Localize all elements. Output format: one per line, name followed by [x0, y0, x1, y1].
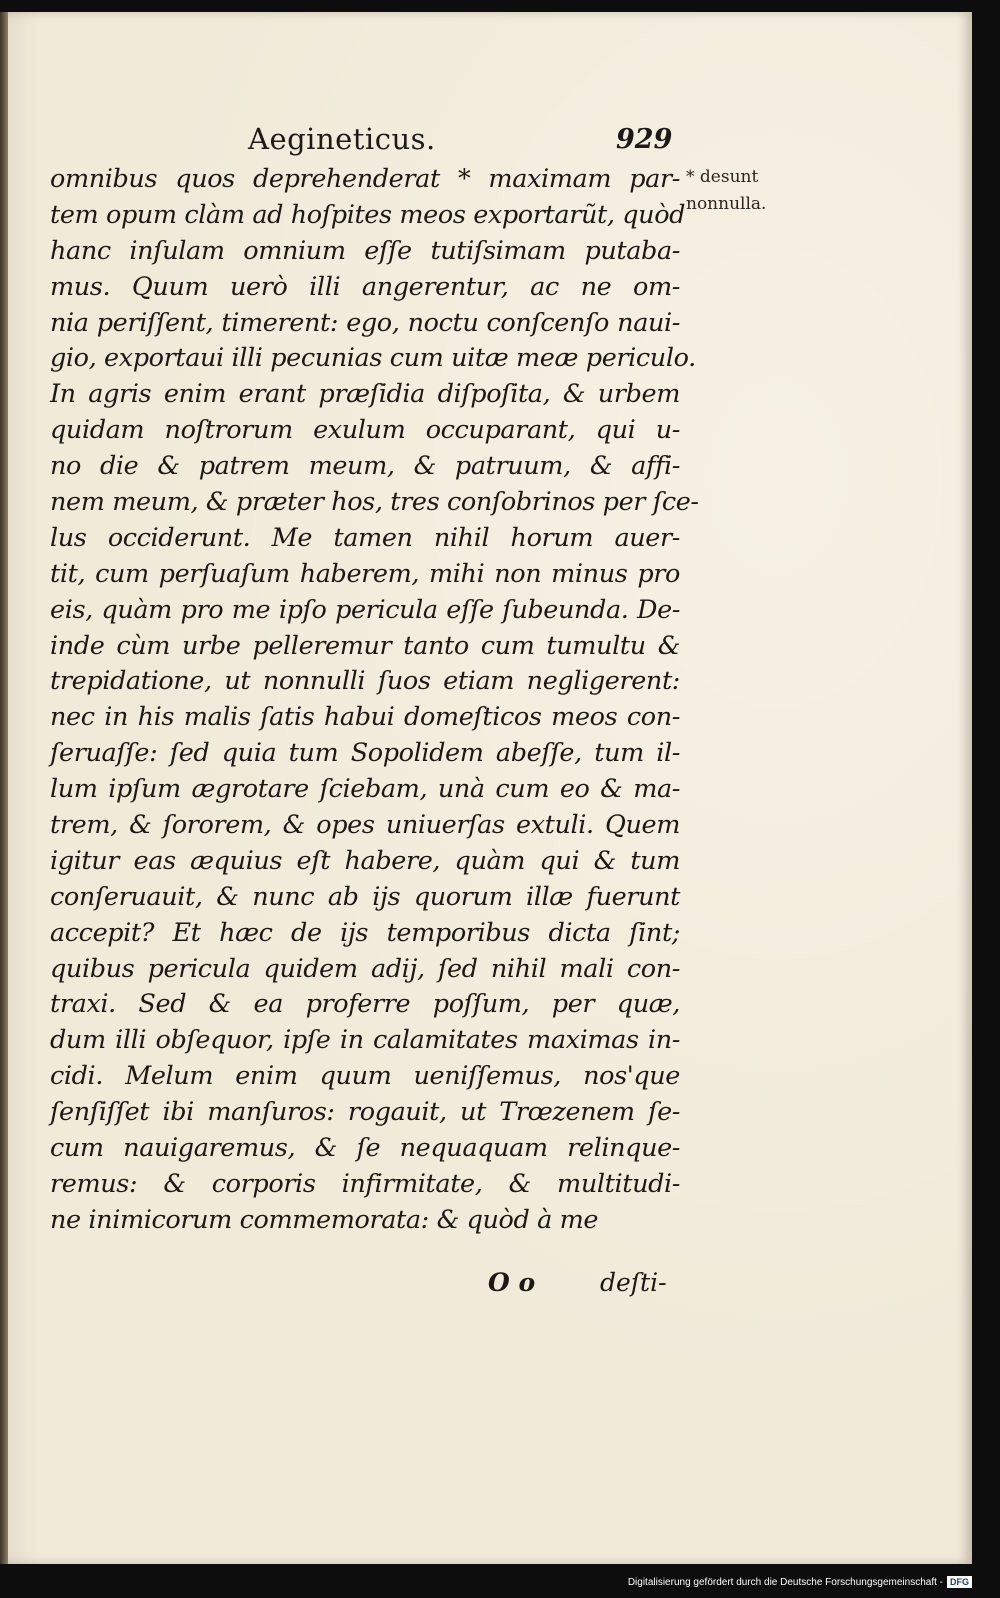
text-line: accepit? Et hæc de ijs temporibus dicta ſint;	[50, 917, 680, 948]
text-line: eis, quàm pro me ipſo pericula eſſe ſubeunda. De-	[50, 594, 680, 625]
dfg-logo: DFG	[947, 1576, 972, 1588]
text-line: gio, exportaui illi pecunias cum uitæ meæ periculo.	[50, 343, 696, 374]
book-page	[0, 12, 972, 1564]
funding-note: Digitalisierung gefördert durch die Deutsche Forschungsgemeinschaft -	[627, 1576, 943, 1588]
body-text	[50, 162, 699, 1239]
text-line: tit, cum perſuaſum haberem, mihi non minus pro	[50, 558, 680, 589]
text-line: nec in his malis ſatis habui domeſticos meos con-	[50, 702, 680, 733]
text-line: mus. Quum uerò illi angerentur, ac ne om-	[50, 271, 680, 302]
signature-mark: O o	[488, 1268, 536, 1297]
text-line: lum ipſum ægrotare ſciebam, unà cum eo & ma-	[50, 774, 680, 805]
text-line: nia periſſent, timerent: ego, noctu conſcenſo naui-	[50, 307, 680, 338]
text-line: omnibus quos deprehenderat * maximam par-	[50, 164, 680, 194]
page-number: 929	[616, 124, 673, 155]
text-line: ſeruaſſe: ſed quia tum Sopolidem abeſſe, tum il-	[50, 738, 680, 769]
funding-footer	[628, 1576, 972, 1588]
margin-note-line: * desunt	[686, 167, 759, 187]
text-line: conſeruauit, & nunc ab ijs quorum illæ fuerunt	[50, 881, 680, 912]
text-line: inde cùm urbe pelleremur tanto cum tumultu &	[50, 630, 680, 661]
text-line: no die & patrem meum, & patruum, & affi-	[50, 451, 680, 482]
text-line: nem meum, & præter hos, tres conſobrinos per ſce-	[50, 487, 699, 518]
running-head: Aegineticus.	[248, 122, 436, 156]
text-line: hanc inſulam omnium eſſe tutiſsimam putaba-	[50, 235, 680, 266]
text-line: dum illi obſequor, ipſe in calamitates maximas in-	[50, 1025, 680, 1056]
text-line: trepidatione, ut nonnulli ſuos etiam negligerent:	[50, 666, 680, 697]
text-line: traxi. Sed & ea proferre poſſum, per quæ,	[50, 989, 680, 1020]
text-line: tem opum clàm ad hoſpites meos exportarũt, quòd	[50, 199, 686, 230]
text-line: cum nauigaremus, & ſe nequaquam relinque-	[50, 1133, 680, 1164]
catchword: deſti-	[600, 1268, 667, 1297]
text-line: In agris enim erant præſidia diſpoſita, & urbem	[50, 379, 680, 410]
text-line: ſenſiſſet ibi manſuros: rogauit, ut Trœzenem ſe-	[50, 1097, 680, 1128]
page-gutter-edge	[0, 12, 8, 1564]
margin-note-line: nonnulla.	[686, 194, 767, 214]
text-line: lus occiderunt. Me tamen nihil horum auer-	[50, 522, 680, 553]
margin-note	[686, 164, 806, 218]
text-line: quidam noſtrorum exulum occuparant, qui u-	[50, 415, 680, 446]
text-line: igitur eas æquius eſt habere, quàm qui & tum	[50, 845, 680, 876]
text-line: ne inimicorum commemorata: & quòd à me	[50, 1204, 599, 1235]
text-line: trem, & ſororem, & opes uniuerſas extuli. Quem	[50, 810, 680, 841]
text-line: remus: & corporis infirmitate, & multitudi-	[50, 1168, 680, 1199]
text-line: cidi. Melum enim quum ueniſſemus, nos'que	[50, 1061, 680, 1092]
text-line: quibus pericula quidem adij, ſed nihil mali con-	[50, 953, 680, 984]
